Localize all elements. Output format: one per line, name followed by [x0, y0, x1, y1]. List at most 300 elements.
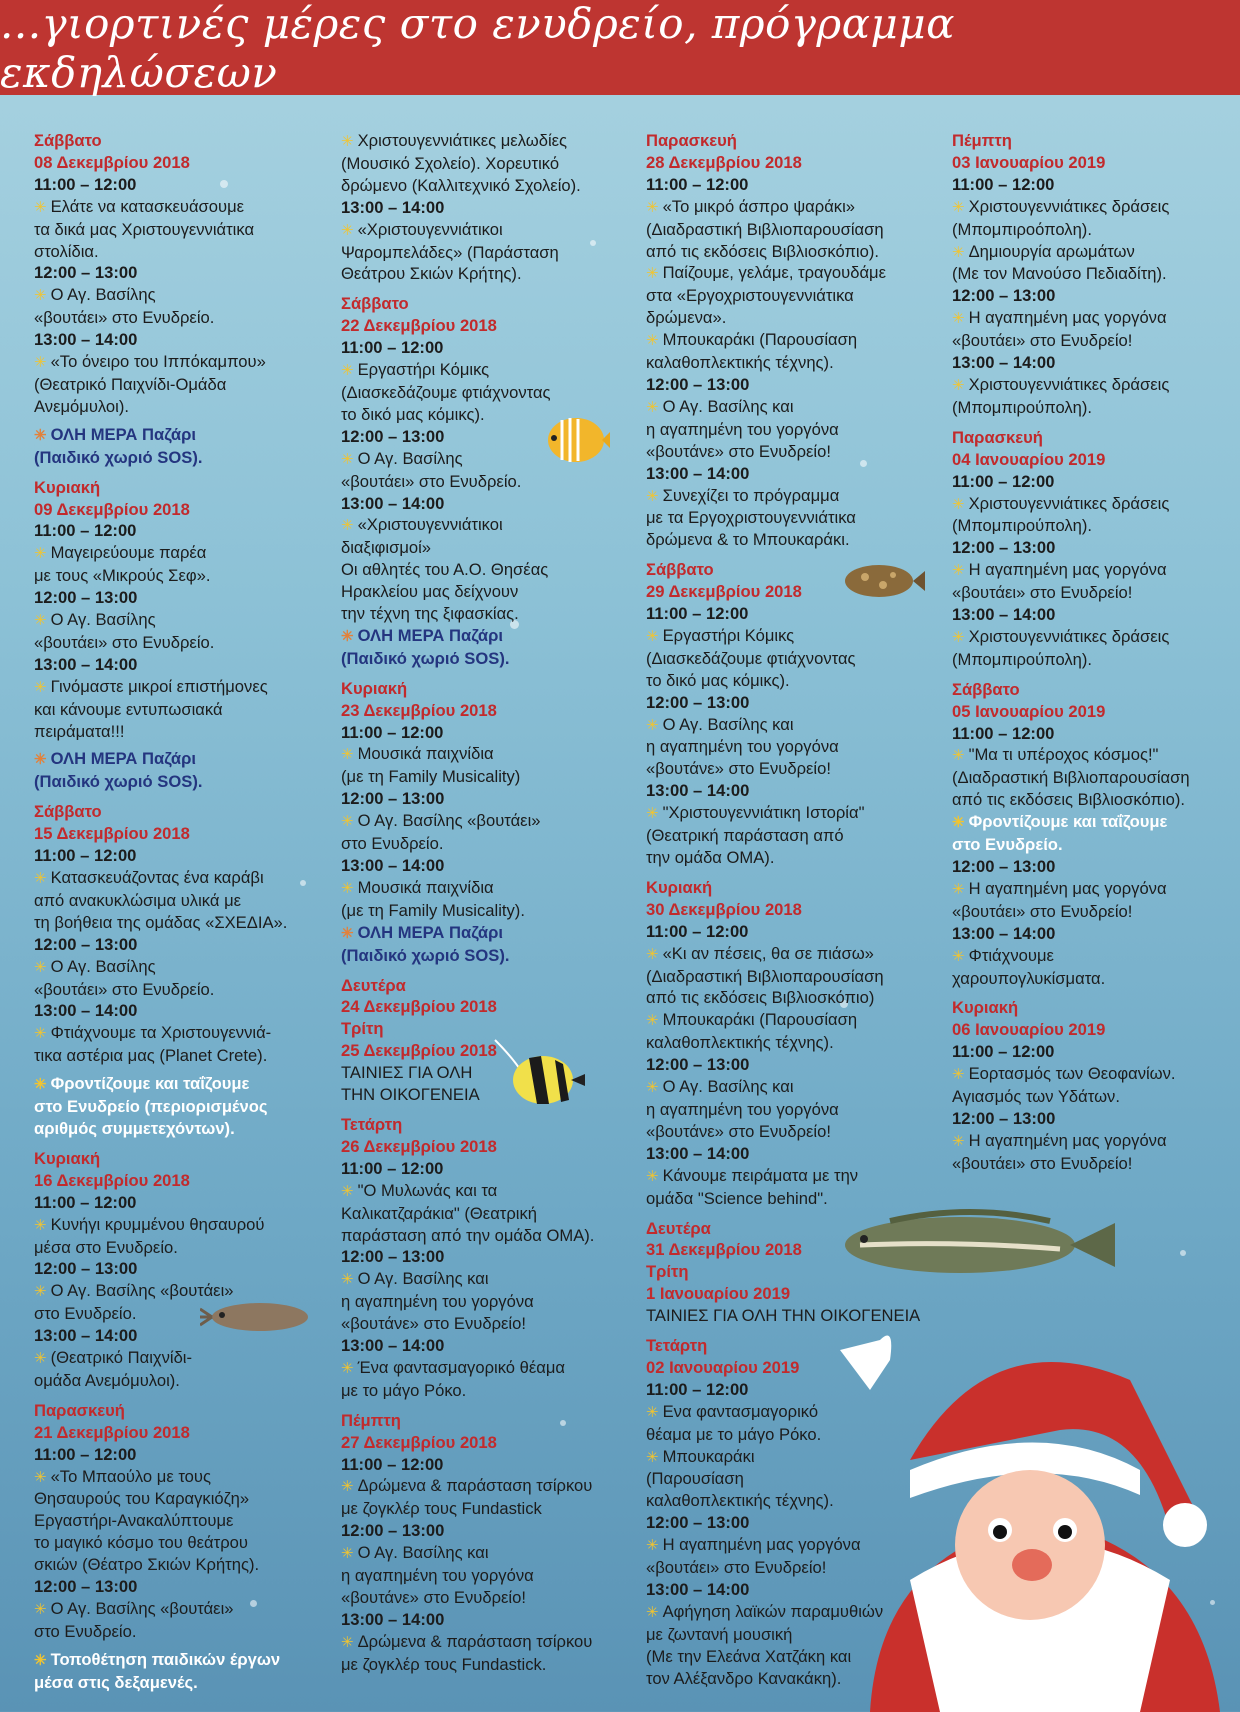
time-slot	[34, 262, 324, 284]
line-text: 11:00 – 12:00	[341, 1158, 444, 1178]
line-text: (Παιδικό χωριό SOS).	[34, 772, 203, 792]
line-text: με ζογκλέρ τους Fundastick.	[341, 1654, 547, 1674]
line-text: «βουτάει» στο Ενυδρείο.	[34, 308, 215, 328]
line-text: "Μα τι υπέροχος κόσμος!"	[968, 745, 1159, 765]
line-text: Ο Αγ. Βασίλης	[50, 610, 156, 630]
event-text	[646, 485, 936, 508]
day-block	[646, 877, 936, 1210]
sun-star-icon: ✳	[341, 221, 354, 239]
event-text	[34, 542, 324, 565]
line-text: 11:00 – 12:00	[34, 1444, 137, 1464]
event-text	[34, 1510, 324, 1532]
line-text: 11:00 – 12:00	[34, 521, 137, 541]
sun-star-icon: ✳	[952, 628, 965, 646]
day-title: 06 Ιανουαρίου 2019	[952, 1020, 1106, 1040]
event-text	[34, 307, 324, 329]
bazaar-note	[341, 648, 631, 670]
event-text	[646, 1121, 936, 1143]
day-block	[34, 1400, 324, 1694]
event-text	[341, 1380, 631, 1402]
line-text: ΟΛΗ ΜΕΡΑ Παζάρι	[50, 749, 196, 769]
day-block	[952, 130, 1240, 419]
sun-star-icon: ✳	[952, 947, 965, 965]
santa-claus-image	[840, 1320, 1240, 1712]
event-text	[646, 529, 936, 551]
line-text: από τις εκδόσεις Βιβλιοσκόπιο)	[646, 988, 875, 1008]
line-text: τη βοήθεια της ομάδας «ΣΧΕΔΙΑ».	[34, 912, 288, 932]
schedule-column-1	[34, 130, 324, 1702]
line-text: 12:00 – 13:00	[34, 1577, 138, 1597]
time-slot	[646, 174, 936, 196]
event-text	[646, 1099, 936, 1121]
event-text	[34, 632, 324, 654]
line-text: στο Ενυδρείο (περιορισμένος	[34, 1097, 268, 1117]
event-text	[341, 1268, 631, 1291]
event-text	[341, 1291, 631, 1313]
day-block	[34, 801, 324, 1140]
sun-star-icon: ✳	[952, 880, 965, 898]
line-text: 11:00 – 12:00	[952, 723, 1055, 743]
day-block	[646, 130, 936, 551]
line-text: (Θεατρικό Παιχνίδι-Ομάδα	[34, 374, 227, 394]
sun-star-icon: ✳	[646, 627, 659, 645]
sun-star-icon: ✳	[341, 1359, 354, 1377]
event-text	[952, 744, 1240, 767]
event-text	[34, 219, 324, 241]
line-text: το μαγικό κόσμο του θεάτρου	[34, 1533, 248, 1553]
event-text	[646, 736, 936, 758]
bubble	[1180, 1250, 1186, 1256]
line-text: (Μπομπιροόπολη).	[952, 219, 1092, 239]
time-slot	[646, 1054, 936, 1076]
line-text: (Θεατρικό Παιχνίδι-	[50, 1348, 193, 1368]
line-text: «Το όνειρο του Ιππόκαμπου»	[50, 352, 266, 372]
line-text: "Ο Μυλωνάς και τα	[357, 1180, 498, 1200]
day-title: 22 Δεκεμβρίου 2018	[341, 316, 497, 336]
butterflyfish-image	[540, 410, 610, 470]
event-text	[646, 648, 936, 670]
line-text: «βουτάνε» στο Ενυδρείο!	[646, 759, 831, 779]
sun-star-icon: ✳	[952, 376, 965, 394]
line-text: ΤΑΙΝΙΕΣ ΓΙΑ ΟΛΗ ΤΗΝ ΟΙΚΟΓΕΝΕΙΑ	[646, 1306, 921, 1326]
line-text: (Διαδραστική Βιβλιοπαρουσίαση	[646, 219, 884, 239]
line-text: 13:00 – 14:00	[341, 1609, 445, 1629]
event-text	[34, 721, 324, 743]
line-text: Ο Αγ. Βασίλης «βουτάει»	[357, 811, 541, 831]
time-slot	[341, 197, 631, 219]
line-text: στολίδια.	[34, 241, 99, 261]
line-text: (Θεατρική παράσταση από	[646, 826, 844, 846]
line-text: (με τη Family Musicality).	[341, 900, 525, 920]
sun-star-icon: ✳	[341, 879, 354, 897]
line-text: Μπουκαράκι	[662, 1446, 755, 1466]
line-text: Τοποθέτηση παιδικών έργων	[50, 1649, 281, 1669]
line-text: Ο Αγ. Βασίλης «βουτάει»	[50, 1281, 234, 1301]
line-text: Φτιάχνουμε τα Χριστουγεννιά-	[50, 1023, 272, 1043]
sun-star-icon: ✳	[34, 287, 47, 305]
line-text: Θησαυρούς του Καραγκιόζη»	[34, 1489, 250, 1509]
line-text: Χριστουγεννιάτικες δράσεις	[968, 196, 1170, 216]
event-text	[341, 471, 631, 493]
event-text	[34, 374, 324, 396]
time-slot	[34, 654, 324, 676]
line-text: δρώμενο (Καλλιτεχνικό Σχολείο).	[341, 175, 581, 195]
sun-star-icon: ✳	[34, 751, 47, 769]
line-text: «Κι αν πέσεις, θα σε πιάσω»	[662, 943, 874, 963]
day-title: Δευτέρα	[646, 1218, 711, 1238]
line-text: (Μπομπιρούπολη).	[952, 397, 1093, 417]
time-slot	[646, 463, 936, 485]
event-text	[34, 1466, 324, 1489]
line-text: Παίζουμε, γελάμε, τραγουδάμε	[662, 263, 887, 283]
time-slot	[646, 780, 936, 802]
day-title: 24 Δεκεμβρίου 2018	[341, 997, 497, 1017]
line-text: 12:00 – 13:00	[952, 538, 1056, 558]
line-text: (Μπομπιρούπολη).	[952, 649, 1093, 669]
event-text	[34, 1045, 324, 1067]
time-slot	[952, 604, 1240, 626]
day-block	[341, 678, 631, 967]
day-title: 02 Ιανουαρίου 2019	[646, 1357, 800, 1377]
line-text: «Το Μπαούλο με τους	[50, 1466, 211, 1486]
sun-star-icon: ✳	[34, 1601, 47, 1618]
time-slot	[646, 603, 936, 625]
line-text: Αγιασμός των Υδάτων.	[952, 1087, 1120, 1107]
event-text	[952, 493, 1240, 516]
event-text	[646, 352, 936, 374]
line-text: Μουσικά παιχνίδια	[357, 744, 494, 764]
sun-star-icon: ✳	[646, 1537, 659, 1555]
line-text: (Παιδικό χωριό SOS).	[341, 648, 510, 668]
line-text: (Με τον Μανούσο Πεδιαδίτη).	[952, 264, 1167, 284]
sun-star-icon: ✳	[34, 870, 47, 887]
event-text	[341, 242, 631, 264]
time-slot	[952, 856, 1240, 878]
sun-star-icon: ✳	[34, 1468, 47, 1486]
day-block	[341, 293, 631, 669]
line-text: με τα Εργοχριστουγεννιάτικα	[646, 508, 856, 528]
event-text	[341, 1180, 631, 1203]
line-text: Δρώμενα & παράσταση τσίρκου	[357, 1476, 593, 1496]
line-text: «βουτάει» στο Ενυδρείο.	[34, 979, 215, 999]
event-text	[341, 1587, 631, 1609]
sun-star-icon: ✳	[952, 495, 965, 513]
event-text	[646, 285, 936, 307]
sun-star-icon: ✳	[952, 310, 965, 328]
sun-star-icon: ✳	[646, 1448, 659, 1466]
event-text	[646, 847, 936, 869]
line-text: η αγαπημένη του γοργόνα	[341, 1566, 534, 1586]
event-text	[34, 1532, 324, 1554]
line-text: 13:00 – 14:00	[646, 781, 750, 801]
time-slot	[341, 788, 631, 810]
day-title: Σάββατο	[34, 802, 102, 822]
sun-star-icon: ✳	[646, 1012, 659, 1030]
sun-star-icon: ✳	[646, 398, 659, 416]
time-slot	[341, 855, 631, 877]
line-text: στο Ενυδρείο.	[341, 834, 444, 854]
bazaar-note	[341, 922, 631, 945]
event-text	[341, 359, 631, 382]
day-title: 27 Δεκεμβρίου 2018	[341, 1432, 497, 1452]
event-text	[952, 241, 1240, 264]
event-text	[341, 877, 631, 900]
event-text	[646, 219, 936, 241]
event-text	[952, 626, 1240, 649]
day-title: Σάββατο	[34, 131, 102, 150]
event-text	[646, 1076, 936, 1099]
line-text: Ο Αγ. Βασίλης	[50, 285, 156, 305]
line-text: ομάδα "Science behind".	[646, 1188, 828, 1208]
event-text	[34, 676, 324, 699]
bazaar-note	[34, 771, 324, 793]
event-text	[34, 912, 324, 934]
line-text: ΤΗΝ ΟΙΚΟΓΕΝΕΙΑ	[341, 1085, 480, 1105]
event-text	[341, 1313, 631, 1335]
line-text: Ο Αγ. Βασίλης και	[662, 714, 794, 734]
event-text	[646, 262, 936, 285]
event-text	[341, 1631, 631, 1654]
time-slot	[34, 1000, 324, 1022]
event-text	[646, 802, 936, 825]
event-text	[341, 130, 631, 153]
line-text: 11:00 – 12:00	[34, 174, 137, 194]
event-text	[646, 758, 936, 780]
line-text: 11:00 – 12:00	[646, 921, 749, 941]
sun-star-icon: ✳	[34, 426, 47, 444]
sun-star-icon: ✳	[952, 562, 965, 580]
line-text: στο Ενυδρείο.	[952, 835, 1063, 855]
event-text	[952, 878, 1240, 901]
event-text	[646, 507, 936, 529]
line-text: Θεάτρου Σκιών Κρήτης).	[341, 264, 522, 284]
line-text: (Μπομπιρούπολη).	[952, 516, 1093, 536]
sun-star-icon: ✳	[341, 627, 354, 645]
time-slot	[952, 923, 1240, 945]
line-text: θέαμα με το μάγο Ρόκο.	[646, 1424, 822, 1444]
line-text: Αφήγηση λαϊκών παραμυθιών	[662, 1601, 884, 1621]
day-block	[341, 1114, 631, 1402]
sun-star-icon: ✳	[646, 716, 659, 734]
time-slot	[341, 1158, 631, 1180]
line-text: 11:00 – 12:00	[952, 1042, 1055, 1062]
day-block	[952, 679, 1240, 990]
sun-star-icon: ✳	[341, 1633, 354, 1651]
event-text	[646, 1009, 936, 1032]
line-text: με το μάγο Ρόκο.	[341, 1380, 467, 1400]
line-text: μέσα στις δεξαμενές.	[34, 1672, 198, 1692]
event-text	[646, 625, 936, 648]
line-text: 12:00 – 13:00	[646, 1055, 750, 1075]
day-title: 31 Δεκεμβρίου 2018	[646, 1240, 802, 1260]
sun-star-icon: ✳	[646, 198, 659, 216]
event-text	[952, 1063, 1240, 1086]
time-slot	[646, 374, 936, 396]
line-text: ΟΛΗ ΜΕΡΑ Παζάρι	[357, 922, 503, 942]
line-text: αριθμός συμμετεχόντων).	[34, 1118, 235, 1138]
time-slot	[952, 174, 1240, 196]
day-title: Παρασκευή	[952, 427, 1043, 447]
line-text: Μουσικά παιχνίδια	[357, 877, 494, 897]
line-text: 13:00 – 14:00	[341, 493, 445, 513]
line-text: «βουτάνε» στο Ενυδρείο!	[646, 1121, 831, 1141]
event-text	[952, 1086, 1240, 1108]
line-text: το δικό μας κόμικς).	[646, 670, 790, 690]
sun-star-icon: ✳	[34, 545, 47, 563]
line-text: «βουτάει» στο Ενυδρείο!	[952, 1153, 1133, 1173]
line-text: 11:00 – 12:00	[646, 174, 749, 194]
event-text	[341, 175, 631, 197]
line-text: Ο Αγ. Βασίλης και	[357, 1543, 489, 1563]
page-title: ...γιορτινές μέρες στο ενυδρείο, πρόγραμμα εκδηλώσεων	[0, 0, 955, 97]
time-slot	[341, 722, 631, 744]
event-text	[952, 515, 1240, 537]
day-title: Κυριακή	[952, 998, 1019, 1018]
highlight-note	[34, 1118, 324, 1140]
sun-star-icon: ✳	[341, 1545, 354, 1563]
line-text: το δικό μας κόμικς).	[341, 404, 485, 424]
sun-star-icon: ✳	[34, 612, 47, 630]
day-title: 23 Δεκεμβρίου 2018	[341, 700, 497, 720]
line-text: από τις εκδόσεις Βιβλιοσκόπιο).	[952, 790, 1185, 810]
line-text: Ο Αγ. Βασίλης	[357, 448, 463, 468]
time-slot	[34, 1258, 324, 1280]
event-text	[341, 559, 631, 581]
time-slot	[341, 1246, 631, 1268]
line-text: Ηρακλείου μας δείχνουν	[341, 582, 519, 602]
sun-star-icon: ✳	[34, 1283, 47, 1301]
event-text	[34, 241, 324, 263]
event-text	[341, 1225, 631, 1247]
event-text	[646, 987, 936, 1009]
line-text: η αγαπημένη του γοργόνα	[646, 419, 839, 439]
line-text: «βουτάει» στο Ενυδρείο!	[646, 1558, 827, 1578]
schedule-column-4	[952, 130, 1240, 1183]
event-text	[646, 196, 936, 219]
event-text	[34, 979, 324, 1001]
line-text: και κάνουμε εντυπωσιακά	[34, 699, 223, 719]
event-text	[341, 537, 631, 559]
line-text: 12:00 – 13:00	[341, 426, 445, 446]
line-text: 12:00 – 13:00	[34, 934, 138, 954]
line-text: (Παιδικό χωριό SOS).	[341, 945, 510, 965]
line-text: από τις εκδόσεις Βιβλιοσκόπιο).	[646, 241, 879, 261]
sun-star-icon: ✳	[952, 243, 965, 261]
day-title: 21 Δεκεμβρίου 2018	[34, 1422, 190, 1442]
sun-star-icon: ✳	[646, 487, 659, 505]
cuttlefish-image	[200, 1295, 320, 1340]
sun-star-icon: ✳	[952, 198, 965, 216]
time-slot	[34, 1576, 324, 1598]
sun-star-icon: ✳	[341, 1182, 354, 1200]
line-text: «βουτάει» στο Ενυδρείο!	[952, 583, 1133, 603]
line-text: Ο Αγ. Βασίλης «βουτάει»	[50, 1599, 234, 1618]
day-title: 29 Δεκεμβρίου 2018	[646, 582, 802, 602]
bazaar-note	[34, 748, 324, 771]
event-text	[646, 396, 936, 419]
line-text: 12:00 – 13:00	[952, 857, 1056, 876]
line-text: από ανακυκλώσιμα υλικά με	[34, 890, 242, 910]
line-text: (Παιδικό χωριό SOS).	[34, 447, 203, 467]
time-slot	[34, 1444, 324, 1466]
event-text	[341, 743, 631, 766]
day-title: Τρίτη	[341, 1019, 384, 1039]
time-slot	[646, 921, 936, 943]
time-slot	[952, 1041, 1240, 1063]
sun-star-icon: ✳	[34, 1216, 47, 1234]
event-text	[952, 1130, 1240, 1153]
event-text	[34, 284, 324, 307]
day-title: Πέμπτη	[952, 131, 1012, 150]
event-text	[952, 1153, 1240, 1175]
time-slot	[341, 337, 631, 359]
event-text	[952, 397, 1240, 419]
line-text: Καλικατζαράκια" (Θεατρική	[341, 1203, 537, 1223]
line-text: Κάνουμε πειράματα με την	[662, 1165, 859, 1185]
line-text: 13:00 – 14:00	[341, 1336, 445, 1356]
highlight-note	[34, 1096, 324, 1118]
day-block	[341, 130, 631, 285]
day-block	[341, 1410, 631, 1676]
page-header	[0, 0, 1240, 95]
line-text: Φροντίζουμε και ταΐζουμε	[50, 1074, 250, 1094]
event-text	[341, 900, 631, 922]
line-text: ομάδα Ανεμόμυλοι).	[34, 1370, 180, 1390]
event-text	[34, 867, 324, 890]
line-text: τα δικά μας Χριστουγεννιάτικα	[34, 219, 255, 239]
event-text	[646, 1032, 936, 1054]
event-text	[952, 945, 1240, 968]
sun-star-icon: ✳	[646, 945, 659, 963]
line-text: «Χριστουγεννιάτικοι	[357, 515, 503, 535]
day-block	[952, 997, 1240, 1174]
event-text	[646, 714, 936, 737]
line-text: μέσα στο Ενυδρείο.	[34, 1237, 178, 1257]
schedule-column-2	[341, 130, 631, 1684]
sun-star-icon: ✳	[646, 1603, 659, 1621]
event-text	[646, 825, 936, 847]
line-text: «βουτάει» στο Ενυδρείο.	[34, 632, 215, 652]
line-text: 12:00 – 13:00	[646, 692, 750, 712]
line-text: Ο Αγ. Βασίλης και	[662, 396, 794, 416]
event-text	[952, 559, 1240, 582]
day-title: 09 Δεκεμβρίου 2018	[34, 499, 190, 519]
event-text	[952, 219, 1240, 241]
line-text: με ζογκλέρ τους Fundastick	[341, 1499, 542, 1519]
day-title: Τετάρτη	[341, 1114, 403, 1134]
line-text: (Διαδραστική Βιβλιοπαρουσίαση	[952, 768, 1190, 788]
line-text: 12:00 – 13:00	[341, 1247, 445, 1267]
line-text: 13:00 – 14:00	[646, 1580, 750, 1599]
line-text: 12:00 – 13:00	[646, 1513, 750, 1533]
day-title: Πέμπτη	[341, 1410, 401, 1430]
line-text: 11:00 – 12:00	[646, 1379, 749, 1399]
line-text: 13:00 – 14:00	[952, 353, 1056, 373]
time-slot	[34, 1192, 324, 1214]
event-text	[646, 966, 936, 988]
event-text	[341, 581, 631, 603]
day-title: 16 Δεκεμβρίου 2018	[34, 1170, 190, 1190]
event-text	[34, 956, 324, 979]
line-text: 11:00 – 12:00	[341, 722, 444, 742]
event-text	[34, 396, 324, 418]
day-title: Παρασκευή	[34, 1400, 125, 1420]
line-text: χαρουπογλυκίσματα.	[952, 968, 1106, 988]
line-text: Φροντίζουμε και ταΐζουμε	[968, 812, 1168, 832]
line-text: η αγαπημένη του γοργόνα	[646, 737, 839, 757]
event-text	[341, 1654, 631, 1676]
time-slot	[341, 1609, 631, 1631]
